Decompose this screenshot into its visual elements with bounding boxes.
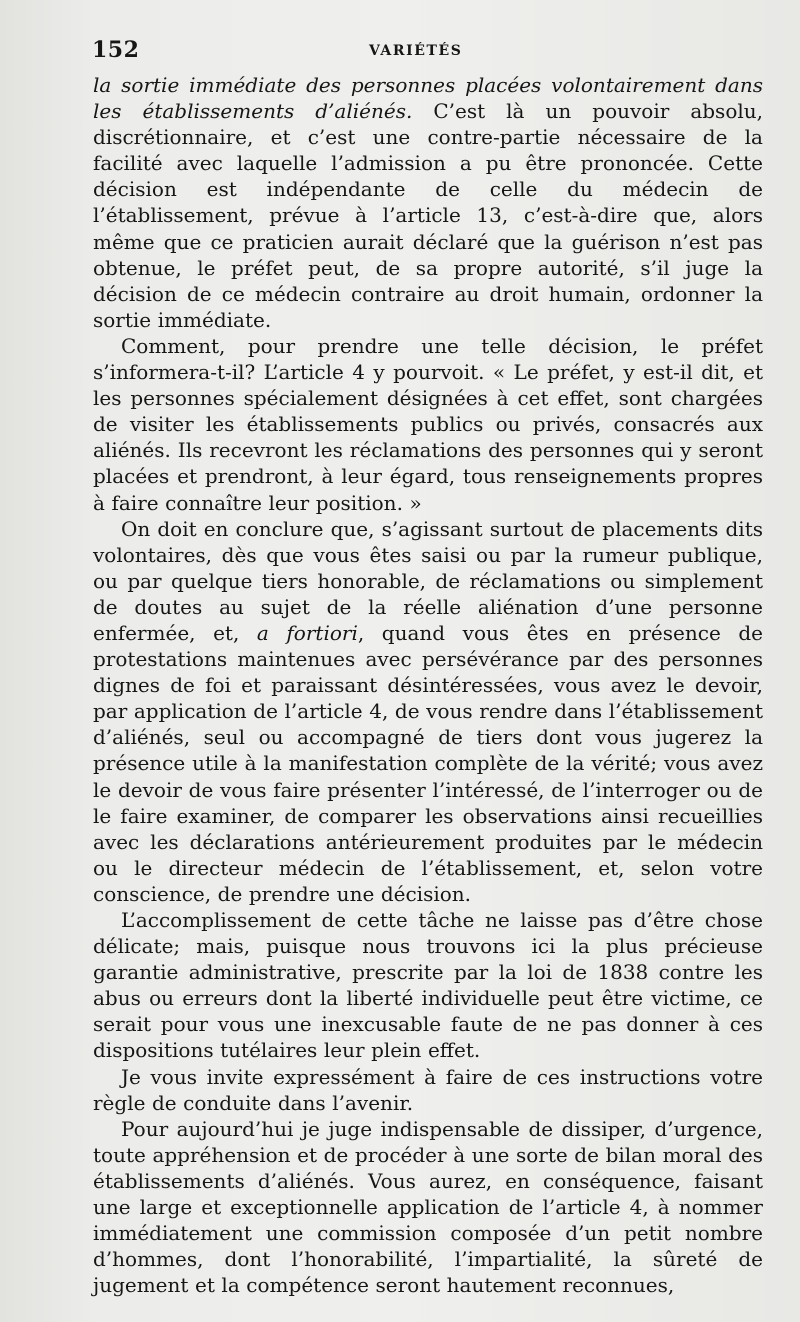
paragraph-1-italic-lead: la sortie immédiate des personnes placées volontairement dans les établissements d’aliénés. [93, 73, 763, 124]
paragraph-4: L’accomplissement de cette tâche ne laisse pas d’être chose délicate; mais, puisque nous trouvons ici la plus précieuse garantie administrative, prescrite par la loi de 1838 contre les abus ou erreurs dont la liberté individuelle peut être victime, ce serait pour vous une inexcusable faute de ne pas donner à ces dispositions tutélaires leur plein effet. [93, 908, 763, 1063]
running-head: VARIÉTÉS [369, 43, 463, 59]
paragraph-6: Pour aujourd’hui je juge indispensable de dissiper, d’urgence, toute appréhension et de procéder à une sorte de bilan moral des établissements d’aliénés. Vous aurez, en conséquence, faisant une large et exceptionnelle application de l’article 4, à nommer immédiatement une commission composée d’un petit nombre d’hommes, dont l’honorabilité, l’impartialité, la sûreté de jugement et la compétence seront hautement reconnues, [93, 1116, 763, 1298]
paragraph-3-before: On doit en conclure que, s’agissant surtout de placements dits volontaires, dès que vous êtes saisi ou par la rumeur publique, ou par quelque tiers honorable, de réclamations ou simplement de doutes au sujet de la réelle aliénation d’une personne enfermée, et, [93, 516, 763, 645]
paragraph-5: Je vous invite expressément à faire de ces instructions votre règle de conduite dans l’avenir. [93, 1064, 763, 1115]
paragraph-3-after: , quand vous êtes en présence de protestations maintenues avec persévérance par des personnes dignes de foi et paraissant désintéressées, vous avez le devoir, par application de l’article 4, de vous rendre dans l’établissement d’aliénés, seul ou accompagné de tiers dont vous jugerez la présence utile à la manifestation complète de la vérité; vous avez le devoir de vous faire présenter l’intéressé, de l’interroger ou de le faire examiner, de comparer les observations ainsi recueillies avec les déclarations antérieurement produites par le médecin ou le directeur médecin de l’établissement, et, selon votre conscience, de prendre une décision. [93, 620, 764, 906]
paragraph-1-rest: C’est là un pouvoir absolu, discrétionnaire, et c’est une contre-partie nécessaire de la facilité avec laquelle l’admission a pu être prononcée. Cette décision est indépendante de celle du médecin de l’établissement, prévue à l’article 13, c’est-à-dire que, alors même que ce praticien aurait déclaré que la guérison n’est pas obtenue, le préfet peut, de sa propre autorité, s’il juge la décision de ce médecin contraire au droit humain, ordonner la sortie immédiate. [93, 99, 763, 332]
paragraph-2: Comment, pour prendre une telle décision, le préfet s’informera-t-il? L’article 4 y pourvoit. « Le préfet, y est-il dit, et les personnes spécialement désignées à cet effet, sont chargées de visiter les établissements publics ou privés, consacrés aux aliénés. Ils recevront les réclamations des personnes qui y seront placées et prendront, à leur égard, tous renseignements propres à faire connaître leur position. » [93, 333, 763, 515]
paragraph-3-italic: a fortiori [256, 620, 358, 645]
page-number: 152 [92, 37, 140, 63]
paragraph-3 [93, 516, 763, 907]
page-header [92, 36, 760, 66]
paragraph-1 [93, 72, 763, 333]
body-text [93, 72, 763, 1298]
